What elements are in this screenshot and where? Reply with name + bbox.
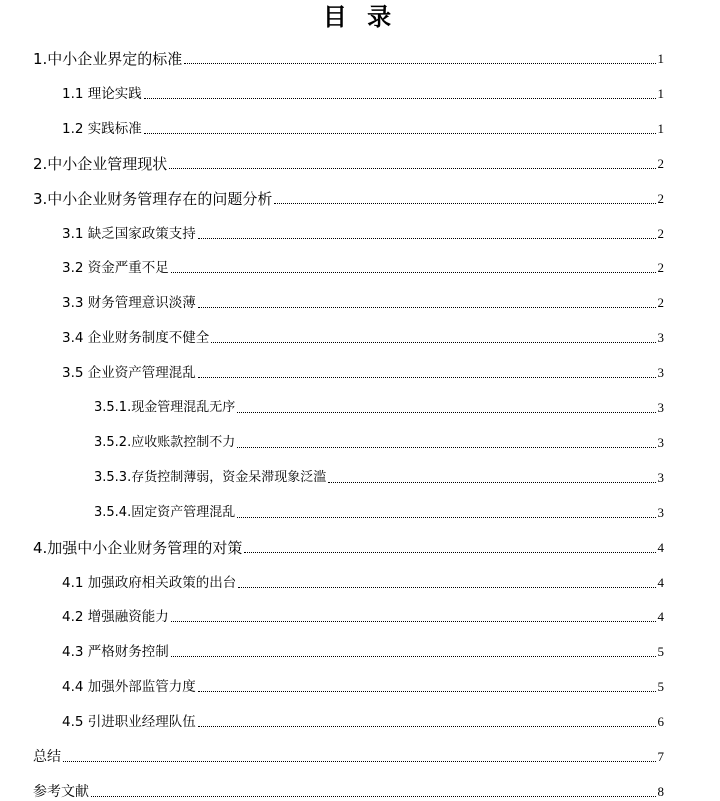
dot-leader — [63, 761, 656, 762]
toc-entry-1[interactable] — [33, 44, 664, 68]
toc-entry-page: 3 — [657, 365, 664, 380]
toc-entry-page: 5 — [657, 679, 664, 694]
toc-entry-label: 1.中小企业界定的标准 — [33, 50, 183, 68]
toc-entry-page: 4 — [657, 609, 664, 624]
toc-entry-3-1[interactable] — [62, 219, 664, 243]
toc-title: 目 录 — [322, 2, 398, 31]
toc-entry-summary[interactable] — [33, 742, 664, 766]
toc-entry-label: 3.3 财务管理意识淡薄 — [62, 295, 196, 311]
toc-entry-label: 3.5.1.现金管理混乱无序 — [94, 400, 236, 415]
dot-leader — [169, 168, 655, 169]
toc-entry-label: 1.2 实践标准 — [62, 121, 142, 137]
toc-entry-label: 4.1 加强政府相关政策的出台 — [62, 575, 237, 591]
toc-entry-page: 1 — [657, 86, 664, 101]
toc-entry-page: 7 — [657, 749, 664, 764]
toc-entry-label: 总结 — [33, 749, 61, 765]
toc-entry-label: 3.5 企业资产管理混乱 — [62, 365, 196, 381]
toc-entry-label: 1.1 理论实践 — [62, 86, 142, 102]
toc-entry-4[interactable] — [33, 533, 664, 557]
toc-entry-3-5-3[interactable] — [94, 463, 664, 487]
toc-entry-4-2[interactable] — [62, 602, 664, 626]
toc-entry-page: 4 — [657, 575, 664, 590]
dot-leader — [198, 377, 656, 378]
toc-entry-4-1[interactable] — [62, 568, 664, 592]
toc-entry-label: 3.5.3.存货控制薄弱，资金呆滞现象泛滥 — [94, 470, 327, 485]
toc-entry-label: 3.1 缺乏国家政策支持 — [62, 226, 196, 242]
dot-leader — [171, 656, 656, 657]
dot-leader — [198, 307, 656, 308]
dot-leader — [198, 691, 656, 692]
toc-entry-page: 8 — [657, 784, 664, 799]
dot-leader — [198, 726, 656, 727]
toc-entry-3-5-1[interactable] — [94, 393, 664, 417]
dot-leader — [171, 621, 656, 622]
toc-entry-3[interactable] — [33, 184, 664, 208]
dot-leader — [184, 63, 655, 64]
dot-leader — [328, 482, 655, 483]
toc-entry-label: 3.5.2.应收账款控制不力 — [94, 435, 236, 450]
dot-leader — [237, 447, 655, 448]
toc-entry-page: 3 — [657, 330, 664, 345]
toc-entry-label: 参考文献 — [33, 784, 89, 800]
toc-entry-label: 4.5 引进职业经理队伍 — [62, 714, 196, 730]
toc-entry-page: 3 — [657, 505, 664, 520]
dot-leader — [198, 238, 656, 239]
toc-entry-1-2[interactable] — [62, 114, 664, 138]
toc-entry-page: 1 — [657, 121, 664, 136]
toc-entry-label: 4.4 加强外部监管力度 — [62, 679, 196, 695]
toc-entry-4-3[interactable] — [62, 637, 664, 661]
toc-entry-3-4[interactable] — [62, 323, 664, 347]
toc-entry-3-5-4[interactable] — [94, 498, 664, 522]
toc-entry-page: 5 — [657, 644, 664, 659]
toc-entry-label: 4.加强中小企业财务管理的对策 — [33, 539, 243, 557]
toc-entry-page: 6 — [657, 714, 664, 729]
dot-leader — [211, 342, 655, 343]
toc-entry-label: 3.4 企业财务制度不健全 — [62, 330, 210, 346]
toc-entry-label: 4.2 增强融资能力 — [62, 609, 169, 625]
toc-entry-page: 3 — [657, 400, 664, 415]
toc-entry-label: 2.中小企业管理现状 — [33, 155, 168, 173]
toc-entry-page: 2 — [657, 260, 664, 275]
toc-entry-page: 3 — [657, 470, 664, 485]
dot-leader — [144, 133, 656, 134]
toc-entry-1-1[interactable] — [62, 79, 664, 103]
toc-entry-label: 3.5.4.固定资产管理混乱 — [94, 505, 236, 520]
toc-entry-page: 2 — [657, 191, 664, 206]
dot-leader — [171, 272, 656, 273]
toc-entry-page: 1 — [657, 51, 664, 66]
toc-entry-4-5[interactable] — [62, 707, 664, 731]
dot-leader — [144, 98, 656, 99]
dot-leader — [274, 203, 655, 204]
toc-entry-4-4[interactable] — [62, 672, 664, 696]
toc-entry-3-3[interactable] — [62, 288, 664, 312]
toc-entry-label: 3.2 资金严重不足 — [62, 260, 169, 276]
toc-entry-page: 3 — [657, 435, 664, 450]
dot-leader — [238, 587, 655, 588]
toc-entry-label: 4.3 严格财务控制 — [62, 644, 169, 660]
toc-entry-2[interactable] — [33, 149, 664, 173]
toc-entry-3-5[interactable] — [62, 358, 664, 382]
dot-leader — [244, 552, 655, 553]
toc-entry-page: 2 — [657, 226, 664, 241]
toc-entry-label: 3.中小企业财务管理存在的问题分析 — [33, 190, 273, 208]
dot-leader — [91, 796, 656, 797]
toc-entry-page: 4 — [657, 540, 664, 555]
dot-leader — [237, 412, 655, 413]
toc-entry-page: 2 — [657, 156, 664, 171]
toc-entry-3-5-2[interactable] — [94, 428, 664, 452]
dot-leader — [237, 517, 655, 518]
toc-entry-references[interactable] — [33, 777, 664, 801]
toc-entry-3-2[interactable] — [62, 253, 664, 277]
toc-entry-page: 2 — [657, 295, 664, 310]
